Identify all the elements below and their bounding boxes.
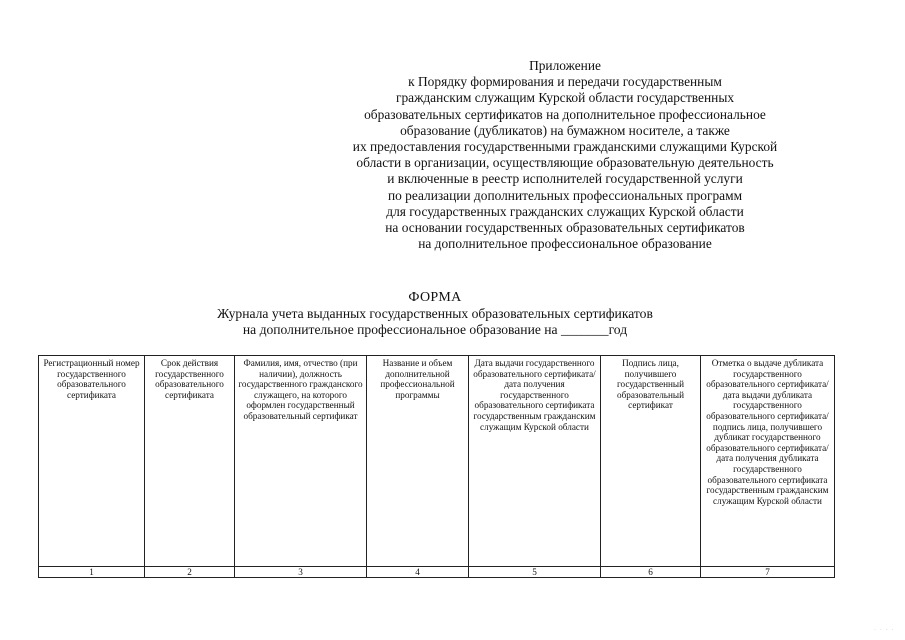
form-heading: ФОРМА [408,290,462,305]
appendix-line: к Порядку формирования и передачи государственным [408,74,722,90]
appendix-line: для государственных гражданских служащих Курской области [386,203,744,219]
appendix-line: по реализации дополнительных профессиональных программ [387,187,743,203]
appendix-line: гражданским служащим Курской области государственных [395,90,735,106]
form-subtitle-line-2: на дополнительное профессиональное образование на _______год [242,322,628,337]
column-header-validity-period: Срок действия государственного образовательного сертификата [145,356,235,567]
appendix-title: Приложение [529,58,601,73]
column-header-registration-number: Регистрационный номер государственного образовательного сертификата [39,356,145,567]
column-number: 7 [701,567,835,578]
column-header-issue-date: Дата выдачи государственного образовательного сертификата/дата получения государственного образовательного сертификата государственным гражданским служащим Курской области [469,356,601,567]
column-number: 6 [601,567,701,578]
column-number-row [39,567,835,578]
appendix-line: области в организации, осуществляющие образовательную деятельность [356,155,774,171]
scan-corner-mark: · · · · [874,627,895,634]
column-number: 3 [235,567,367,578]
column-header-program: Название и объем дополнительной профессиональной программы [367,356,469,567]
column-number: 2 [145,567,235,578]
appendix-line: на основании государственных образовательных сертификатов [385,220,745,236]
form-title-block [150,290,720,338]
appendix-block [300,58,830,252]
appendix-line: и включенные в реестр исполнителей государственной услуги [387,171,743,187]
column-header-signature: Подпись лица, получившего государственный образовательный сертификат [601,356,701,567]
table-header-row [39,356,835,567]
appendix-line: образовательных сертификатов на дополнительное профессиональное [364,106,766,122]
journal-table [38,355,835,578]
appendix-line: их предоставления государственными гражданскими служащими Курской [352,139,778,155]
appendix-line: образование (дубликатов) на бумажном носителе, а также [400,122,730,138]
column-number: 4 [367,567,469,578]
column-number: 5 [469,567,601,578]
appendix-line: на дополнительное профессиональное образование [418,236,712,252]
column-header-duplicate-mark: Отметка о выдаче дубликата государственного образовательного сертификата/дата выдачи дубликата государственного образовательного сертификата/подпись лица, получившего дубликат государственного образовательного сертификата/дата получения дубликата государственного образовательного сертификата государственным гражданским служащим Курской области [701,356,835,567]
form-subtitle-line-1: Журнала учета выданных государственных образовательных сертификатов [217,306,653,321]
column-number: 1 [39,567,145,578]
column-header-employee-name: Фамилия, имя, отчество (при наличии), должность государственного гражданского служащего, на которого оформлен государственный образовательный сертификат [235,356,367,567]
